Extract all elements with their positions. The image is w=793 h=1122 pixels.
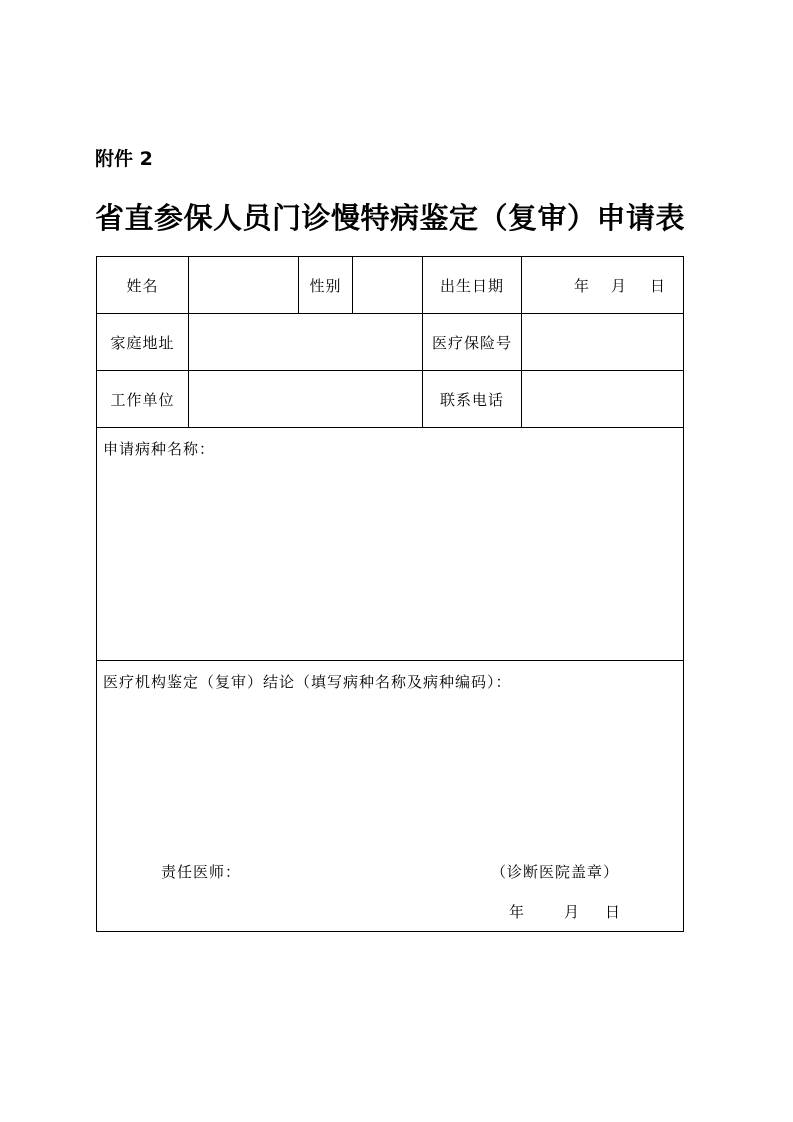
sign-month-unit: 月 bbox=[564, 903, 580, 921]
row-disease bbox=[97, 428, 684, 661]
birth-date-label: 出生日期 bbox=[423, 257, 522, 314]
gender-field[interactable] bbox=[353, 257, 423, 314]
sign-date bbox=[509, 901, 620, 922]
responsible-doctor-label: 责任医师： bbox=[161, 863, 242, 881]
hospital-seal-label: （诊断医院盖章） bbox=[491, 863, 620, 881]
gender-label: 性别 bbox=[299, 257, 353, 314]
row-employer-phone bbox=[97, 371, 684, 428]
birth-date-field[interactable] bbox=[522, 257, 684, 314]
birth-month-unit: 月 bbox=[610, 276, 626, 295]
disease-name-label: 申请病种名称： bbox=[103, 440, 216, 458]
address-field[interactable] bbox=[189, 314, 423, 371]
form-title: 省直参保人员门诊慢特病鉴定（复审）申请表 bbox=[95, 201, 686, 235]
sign-year-unit: 年 bbox=[509, 903, 525, 921]
sign-day-unit: 日 bbox=[605, 903, 621, 921]
conclusion-label: 医疗机构鉴定（复审）结论（填写病种名称及病种编码）： bbox=[103, 673, 512, 691]
row-name-gender-birth bbox=[97, 257, 684, 314]
birth-year-unit: 年 bbox=[573, 276, 589, 295]
phone-label: 联系电话 bbox=[423, 371, 522, 428]
employer-label: 工作单位 bbox=[97, 371, 189, 428]
name-field[interactable] bbox=[189, 257, 299, 314]
disease-name-box[interactable] bbox=[97, 428, 684, 661]
attachment-label: 附件 2 bbox=[95, 148, 153, 170]
phone-field[interactable] bbox=[522, 371, 684, 428]
address-label: 家庭地址 bbox=[97, 314, 189, 371]
name-label: 姓名 bbox=[97, 257, 189, 314]
birth-day-unit: 日 bbox=[649, 276, 665, 295]
conclusion-box[interactable] bbox=[97, 661, 684, 932]
row-conclusion bbox=[97, 661, 684, 932]
application-form-table bbox=[96, 256, 684, 932]
row-address-insurance bbox=[97, 314, 684, 371]
employer-field[interactable] bbox=[189, 371, 423, 428]
insurance-no-label: 医疗保险号 bbox=[423, 314, 522, 371]
insurance-no-field[interactable] bbox=[522, 314, 684, 371]
